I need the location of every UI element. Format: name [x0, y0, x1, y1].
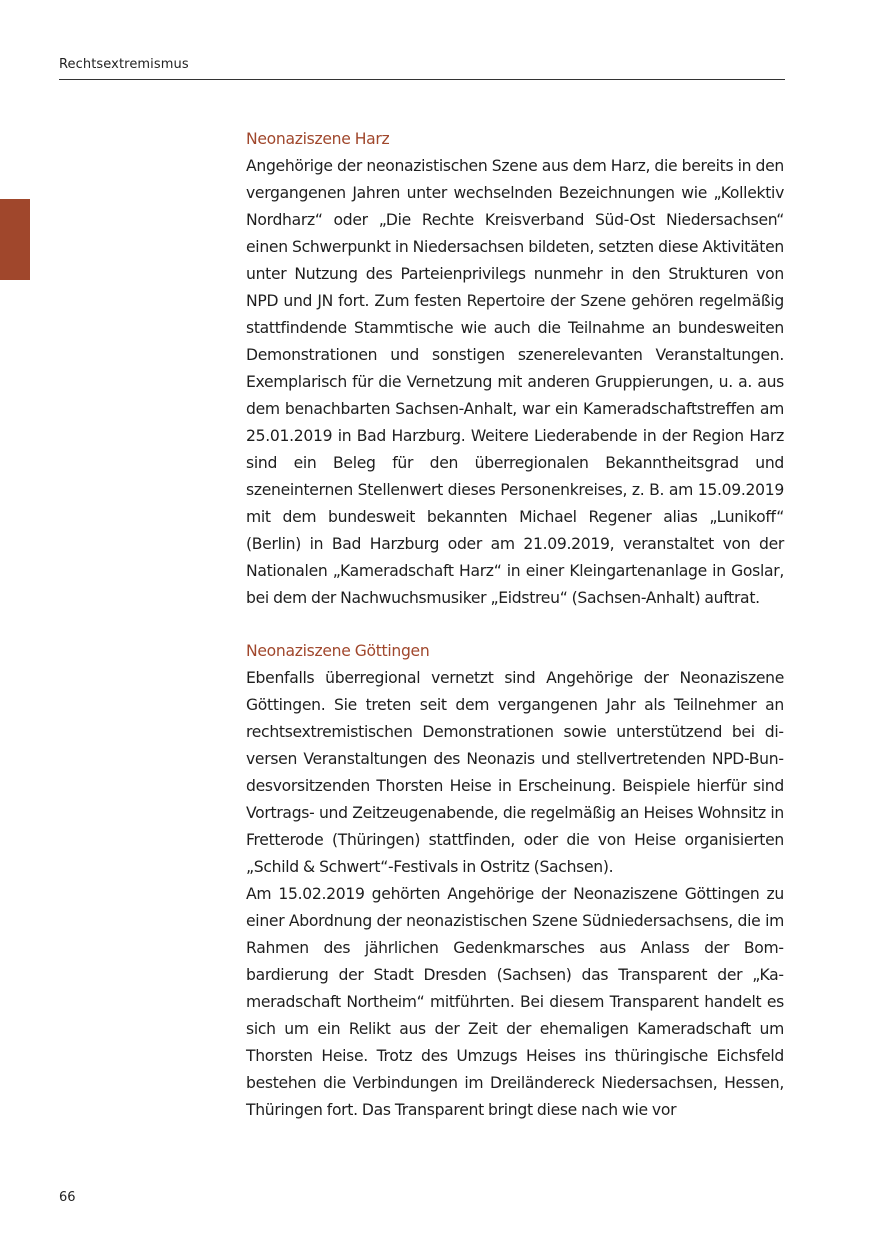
main-content [246, 126, 784, 1124]
chapter-tab-marker [0, 199, 30, 280]
paragraph-goettingen-2: Am 15.02.2019 gehörten Angehörige der Neonaziszene Göttingen zu einer Abordnung der neonazistischen Szene Südniedersachsens, die im Rahmen des jährlichen Gedenkmarsches aus Anlass der Bombardierung der Stadt Dresden (Sachsen) das Transparent der „Kameradschaft Northeim“ mitführten. Bei diesem Transparent handelt es sich um ein Relikt aus der Zeit der ehemaligen Kameradschaft um Thorsten Heise. Trotz des Umzugs Heises ins thüringische Eichsfeld bestehen die Verbindungen im Dreiländereck Niedersachsen, Hessen, Thüringen fort. Das Transparent bringt diese nach wie vor [246, 885, 784, 1119]
paragraph-harz: Angehörige der neonazistischen Szene aus dem Harz, die bereits in den vergangenen Jahren unter wechselnden Bezeichnungen wie „Kollektiv Nordharz“ oder „Die Rechte Kreisverband Süd-Ost Niedersachsen“ einen Schwerpunkt in Niedersachsen bildeten, setzten diese Aktivitäten unter Nutzung des Parteienprivilegs nunmehr in den Strukturen von NPD und JN fort. Zum festen Repertoire der Szene gehören regelmäßig stattfindende Stammtische wie auch die Teilnahme an bundesweiten Demonstrationen und sonstigen szenerelevanten Veranstaltungen. Exemplarisch für die Vernetzung mit anderen Gruppierungen, u. a. aus dem benachbarten Sachsen-Anhalt, war ein Kameradschaftstreffen am 25.01.2019 in Bad Harzburg. Weitere Liederabende in der Region Harz sind ein Beleg für den überregionalen Bekanntheitsgrad und szeneinternen Stellenwert dieses Personenkreises, z. B. am 15.09.2019 mit dem bundesweit bekannten Michael Regener alias „Lunikoff“ (Berlin) in Bad Harzburg oder am 21.09.2019, veranstaltet von der Nationalen „Kameradschaft Harz“ in einer Kleingartenanlage in Goslar, bei dem der Nachwuchsmusiker „Eidstreu“ (Sachsen-Anhalt) auftrat. [246, 157, 784, 607]
section-heading-goettingen: Neonaziszene Göttingen [246, 642, 430, 660]
running-header: Rechtsextremismus [59, 57, 189, 72]
section-spacer [246, 612, 784, 638]
header-divider [59, 79, 785, 80]
section-heading-harz: Neonaziszene Harz [246, 130, 390, 148]
page-number: 66 [59, 1190, 76, 1205]
paragraph-goettingen-1: Ebenfalls überregional vernetzt sind Angehörige der Neonaziszene Göttingen. Sie treten seit dem vergangenen Jahr als Teilnehmer an rechtsextremistischen Demonstrationen sowie unterstützend bei diversen Veranstaltungen des Neonazis und stellvertretenden NPD-Bundesvorsitzenden Thorsten Heise in Erscheinung. Beispiele hierfür sind Vortrags- und Zeitzeugenabende, die regelmäßig an Heises Wohnsitz in Fretterode (Thüringen) stattfinden, oder die von Heise organisierten „Schild & Schwert“-Festivals in Ostritz (Sachsen). [246, 669, 784, 876]
